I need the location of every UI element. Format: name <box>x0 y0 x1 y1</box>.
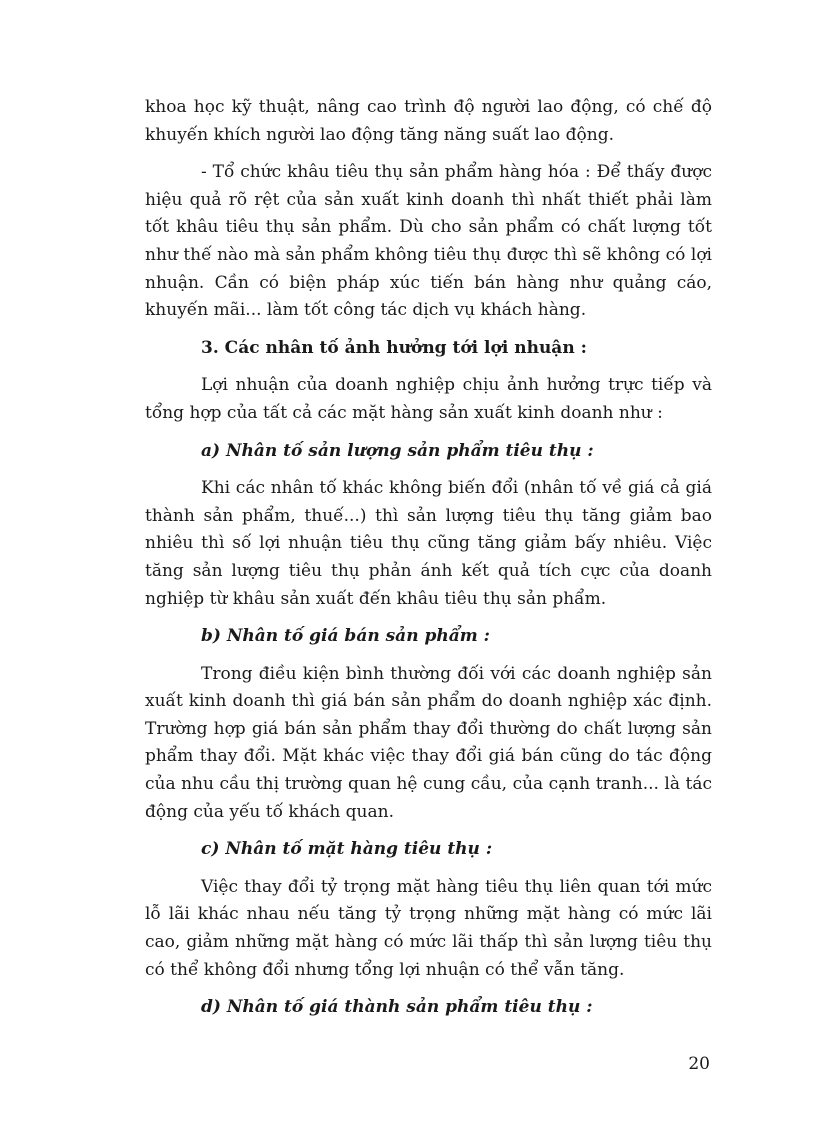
paragraph-sales-volume: Khi các nhân tố khác không biến đổi (nhân tố về giá cả giá thành sản phẩm, thuế...) thì sản lượng tiêu thụ tăng giảm bao nhiêu thì số lợi nhuận tiêu thụ cũng tăng giảm bấy nhiêu. Việc tăng sản lượng tiêu thụ phản ánh kết quả tích cực của doanh nghiệp từ khâu sản xuất đến khâu tiêu thụ sản phẩm. <box>145 478 712 609</box>
paragraph-continuation: khoa học kỹ thuật, nâng cao trình độ người lao động, có chế độ khuyến khích người lao động tăng năng suất lao động. <box>145 97 712 145</box>
page-body <box>145 94 712 1022</box>
subheading-d-product-cost: d) Nhân tố giá thành sản phẩm tiêu thụ : <box>201 997 593 1018</box>
subheading-a-sales-volume: a) Nhân tố sản lượng sản phẩm tiêu thụ : <box>201 440 594 461</box>
subheading-c-product-mix: c) Nhân tố mặt hàng tiêu thụ : <box>201 839 493 860</box>
paragraph-product-mix: Việc thay đổi tỷ trọng mặt hàng tiêu thụ liên quan tới mức lỗ lãi khác nhau nếu tăng tỷ trọng những mặt hàng có mức lãi cao, giảm những mặt hàng có mức lãi thấp thì sản lượng tiêu thụ có thể không đổi nhưng tổng lợi nhuận có thể vẫn tăng. <box>145 876 712 980</box>
paragraph-sales-organization: - Tổ chức khâu tiêu thụ sản phẩm hàng hóa : Để thấy được hiệu quả rõ rệt của sản xuất kinh doanh thì nhất thiết phải làm tốt khâu tiêu thụ sản phẩm. Dù cho sản phẩm có chất lượng tốt như thế nào mà sản phẩm không tiêu thụ được thì sẽ không có lợi nhuận. Cần có biện pháp xúc tiến bán hàng như quảng cáo, khuyến mãi... làm tốt công tác dịch vụ khách hàng. <box>145 162 712 321</box>
page-number: 20 <box>688 1054 710 1074</box>
section-heading-profit-factors: 3. Các nhân tố ảnh hưởng tới lợi nhuận : <box>201 337 587 358</box>
paragraph-selling-price: Trong điều kiện bình thường đối với các doanh nghiệp sản xuất kinh doanh thì giá bán sản phẩm do doanh nghiệp xác định. Trường hợp giá bán sản phẩm thay đổi thường do chất lượng sản phẩm thay đổi. Mặt khác việc thay đổi giá bán cũng do tác động của nhu cầu thị trường quan hệ cung cầu, của cạnh tranh... là tác động của yếu tố khách quan. <box>145 663 712 822</box>
subheading-b-selling-price: b) Nhân tố giá bán sản phẩm : <box>201 626 490 647</box>
paragraph-profit-intro: Lợi nhuận của doanh nghiệp chịu ảnh hưởng trực tiếp và tổng hợp của tất cả các mặt hàng sản xuất kinh doanh như : <box>145 375 712 423</box>
